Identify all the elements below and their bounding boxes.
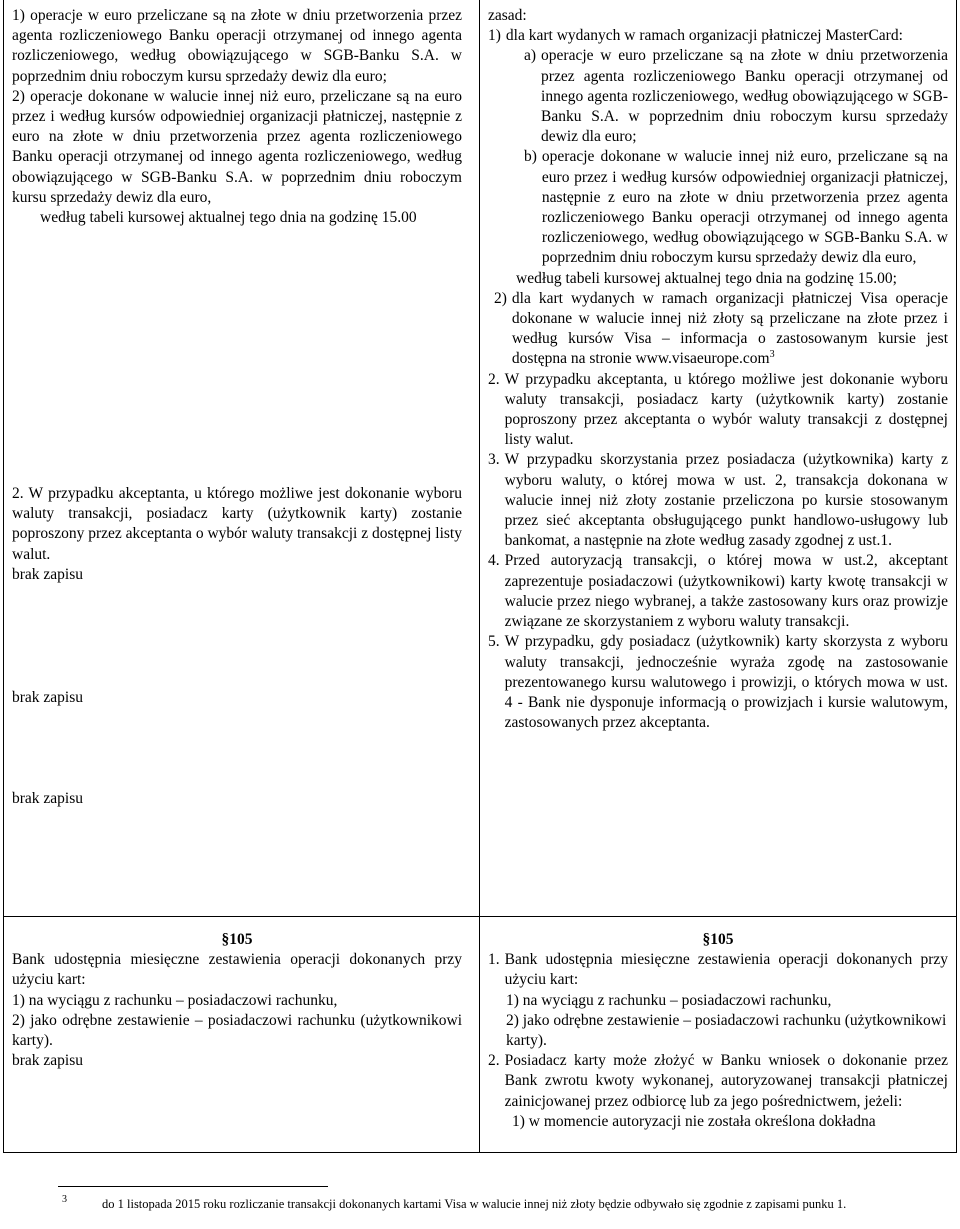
right-item-2-body: dla kart wydanych w ramach organizacji płatniczej Visa operacje dokonane w walucie innej niż złoty są przeliczane na złote przez i według kursów Visa – informacja o zastosowanym kursie jest dostępna na stronie www.visaeurope.com: [511, 289, 948, 368]
right-point-2-number: 2.: [488, 370, 500, 388]
right-item-1-number: 1): [488, 27, 501, 45]
left-brak-zapisu-1: brak zapisu: [12, 565, 84, 583]
right-point-4-text: Przed autoryzacją transakcji, o której mowa w ust.2, akceptant zaprezentuje posiadaczowi (użytkownikowi) karty kwotę transakcji w walucie przez niego wybranej, a także zastosowany kurs oraz prowizje związane ze skorzystaniem z wyboru waluty transakcji.: [504, 552, 948, 631]
left-brak-zapisu-2: brak zapisu: [12, 689, 84, 706]
left-point-2: 2. W przypadku akceptanta, u którego możliwe jest dokonanie wyboru waluty transakcji, posiadacz karty (użytkownik karty) zostanie poproszony przez akceptanta o wybór waluty transakcji z dostępnej listy walut.: [12, 485, 462, 563]
right-item-2-text: [512, 289, 948, 370]
table-column-divider: [479, 0, 480, 1152]
right-point-4-number: 4.: [488, 552, 500, 570]
right-s105-point-1-number: 1.: [488, 951, 500, 969]
right-item-1a-letter: a): [524, 47, 537, 65]
right-section-105-point-2: [488, 1051, 948, 1112]
left-brak-2-block: [12, 688, 462, 708]
left-section-105-intro: Bank udostępnia miesięczne zestawienia operacji dokonanych przy użyciu kart:: [12, 951, 462, 989]
right-point-2: [488, 370, 948, 451]
left-brak-zapisu-4: brak zapisu: [12, 1052, 84, 1070]
footnote-reference: 3: [769, 349, 775, 361]
right-s105-point-1-item-2-text: 2) jako odrębne zestawienie – posiadaczowi rachunku (użytkownikowi karty).: [506, 1011, 947, 1050]
left-item-2-tail: według tabeli kursowej aktualnej tego dnia na godzinę 15.00: [40, 209, 417, 227]
right-item-1b-text: operacje dokonane w walucie innej niż euro, przeliczane są na euro przez i według kursów odpowiedniej organizacji płatniczej, następnie z euro na złote w dniu przetworzenia przez agenta rozliczeniowego Banku operacji otrzymanej od innego agenta rozliczeniowego, według obowiązującego w SGB-Banku S.A. w poprzednim dniu roboczym kursu sprzedaży dewiz dla euro,: [541, 148, 948, 267]
right-item-2-number: 2): [494, 289, 507, 307]
right-item-1: [488, 26, 948, 46]
left-section-105-item-2: 2) jako odrębne zestawienie – posiadaczowi rachunku (użytkownikowi karty).: [12, 1011, 462, 1050]
right-section-105-title: §105: [702, 931, 734, 948]
right-item-1a-text: operacje w euro przeliczane są na złote w dniu przetworzenia przez agenta rozliczeniowego Banku operacji otrzymanej od innego agenta rozliczeniowego, według obowiązującego w SGB-Banku S.A. w poprzednim dniu roboczym kursu sprzedaży dewiz dla euro;: [541, 47, 948, 146]
right-section-105-point-1: [488, 950, 948, 990]
right-point-5: [488, 632, 948, 733]
table-border-bottom: [3, 1152, 957, 1153]
table-border-right: [956, 0, 957, 1152]
right-s105-point-1-item-1: 1) na wyciągu z rachunku – posiadaczowi rachunku,: [506, 991, 832, 1009]
right-s105-point-2-item-1: 1) w momencie autoryzacji nie została określona dokładna: [512, 1112, 876, 1130]
left-column-upper: [12, 6, 462, 228]
right-column-lower: [488, 930, 948, 1132]
right-point-5-number: 5.: [488, 633, 500, 651]
right-item-1a: [488, 46, 948, 147]
footnote-number: 3: [62, 1194, 67, 1205]
left-section-105-title: §105: [221, 931, 253, 948]
right-item-2: [488, 289, 948, 370]
right-point-5-text: W przypadku, gdy posiadacz (użytkownik) karty skorzysta z wyboru waluty transakcji, jednocześnie wyraża zgodę na zastosowanie prezentowanego kursu walutowego i prowizji, o których mowa w ust. 4 - Bank nie dysponuje informacją o prowizjach i kursie walutowym, zastosowanych przez akceptanta.: [504, 633, 948, 732]
right-item-1b-tail: według tabeli kursowej aktualnej tego dnia na godzinę 15.00;: [516, 269, 897, 287]
table-row-divider: [3, 916, 957, 917]
right-s105-point-2-text: Posiadacz karty może złożyć w Banku wniosek o dokonanie przez Bank zwrotu kwoty wykonanej, autoryzowanej transakcji płatniczej zainicjowanej przez odbiorcę lub za jego pośrednictwem, jeżeli:: [504, 1052, 948, 1110]
footnote-separator: [58, 1186, 328, 1187]
right-s105-point-1-text: Bank udostępnia miesięczne zestawienia operacji dokonanych przy użyciu kart:: [504, 951, 948, 989]
left-section-105-item-1: 1) na wyciągu z rachunku – posiadaczowi rachunku,: [12, 991, 338, 1009]
right-point-2-text: W przypadku akceptanta, u którego możliwe jest dokonanie wyboru waluty transakcji, posiadacz karty (użytkownik karty) zostanie poproszony przez akceptanta o wybór waluty transakcji z dostępnej listy walut.: [504, 370, 948, 449]
footnote-text: do 1 listopada 2015 roku rozliczanie transakcji dokonanych kartami Visa w walucie innej niż złoty będzie odbywało się zgodnie z zapisami punku 1.: [102, 1197, 847, 1211]
left-column-lower: [12, 930, 462, 1071]
footnote: [62, 1196, 902, 1212]
table-border-left: [3, 0, 4, 1152]
right-item-1b: [488, 147, 948, 268]
right-point-3: [488, 450, 948, 551]
right-s105-point-1-item-2: [488, 1011, 948, 1051]
right-zasad: zasad:: [488, 7, 527, 24]
left-point-2-block: [12, 484, 462, 585]
right-item-1-text: dla kart wydanych w ramach organizacji płatniczej MasterCard:: [505, 27, 903, 45]
left-item-2: 2) operacje dokonane w walucie innej niż euro, przeliczane są na euro przez i według kursów odpowiedniej organizacji płatniczej, następnie z euro na złote w dniu przetworzenia przez agenta rozliczeniowego Banku operacji otrzymanej od innego agenta rozliczeniowego, według obowiązującego w SGB-Banku S.A. w poprzednim dniu roboczym kursu sprzedaży dewiz dla euro,: [12, 87, 462, 206]
right-point-4: [488, 551, 948, 632]
right-column-upper: [488, 6, 948, 733]
right-point-3-number: 3.: [488, 451, 500, 469]
left-item-1: 1) operacje w euro przeliczane są na złote w dniu przetworzenia przez agenta rozliczeniowego Banku operacji otrzymanej od innego agenta rozliczeniowego, według obowiązującego w SGB-Banku S.A. w poprzednim dniu roboczym kursu sprzedaży dewiz dla euro;: [12, 7, 462, 85]
right-item-1b-letter: b): [524, 148, 537, 166]
left-brak-3-block: [12, 789, 462, 809]
right-s105-point-2-number: 2.: [488, 1052, 500, 1070]
right-point-3-text: W przypadku skorzystania przez posiadacza (użytkownika) karty z wyboru waluty, o której mowa w ust. 2, transakcja dokonana w walucie innej niż złoty zostanie przeliczona po kursie stosowanym przez sieć akceptanta obsługującego punkt handlowo-usługowy lub bankomat, a następnie na złote według zasady zgodnej z ust.1.: [504, 451, 948, 550]
left-brak-zapisu-3: brak zapisu: [12, 790, 84, 807]
